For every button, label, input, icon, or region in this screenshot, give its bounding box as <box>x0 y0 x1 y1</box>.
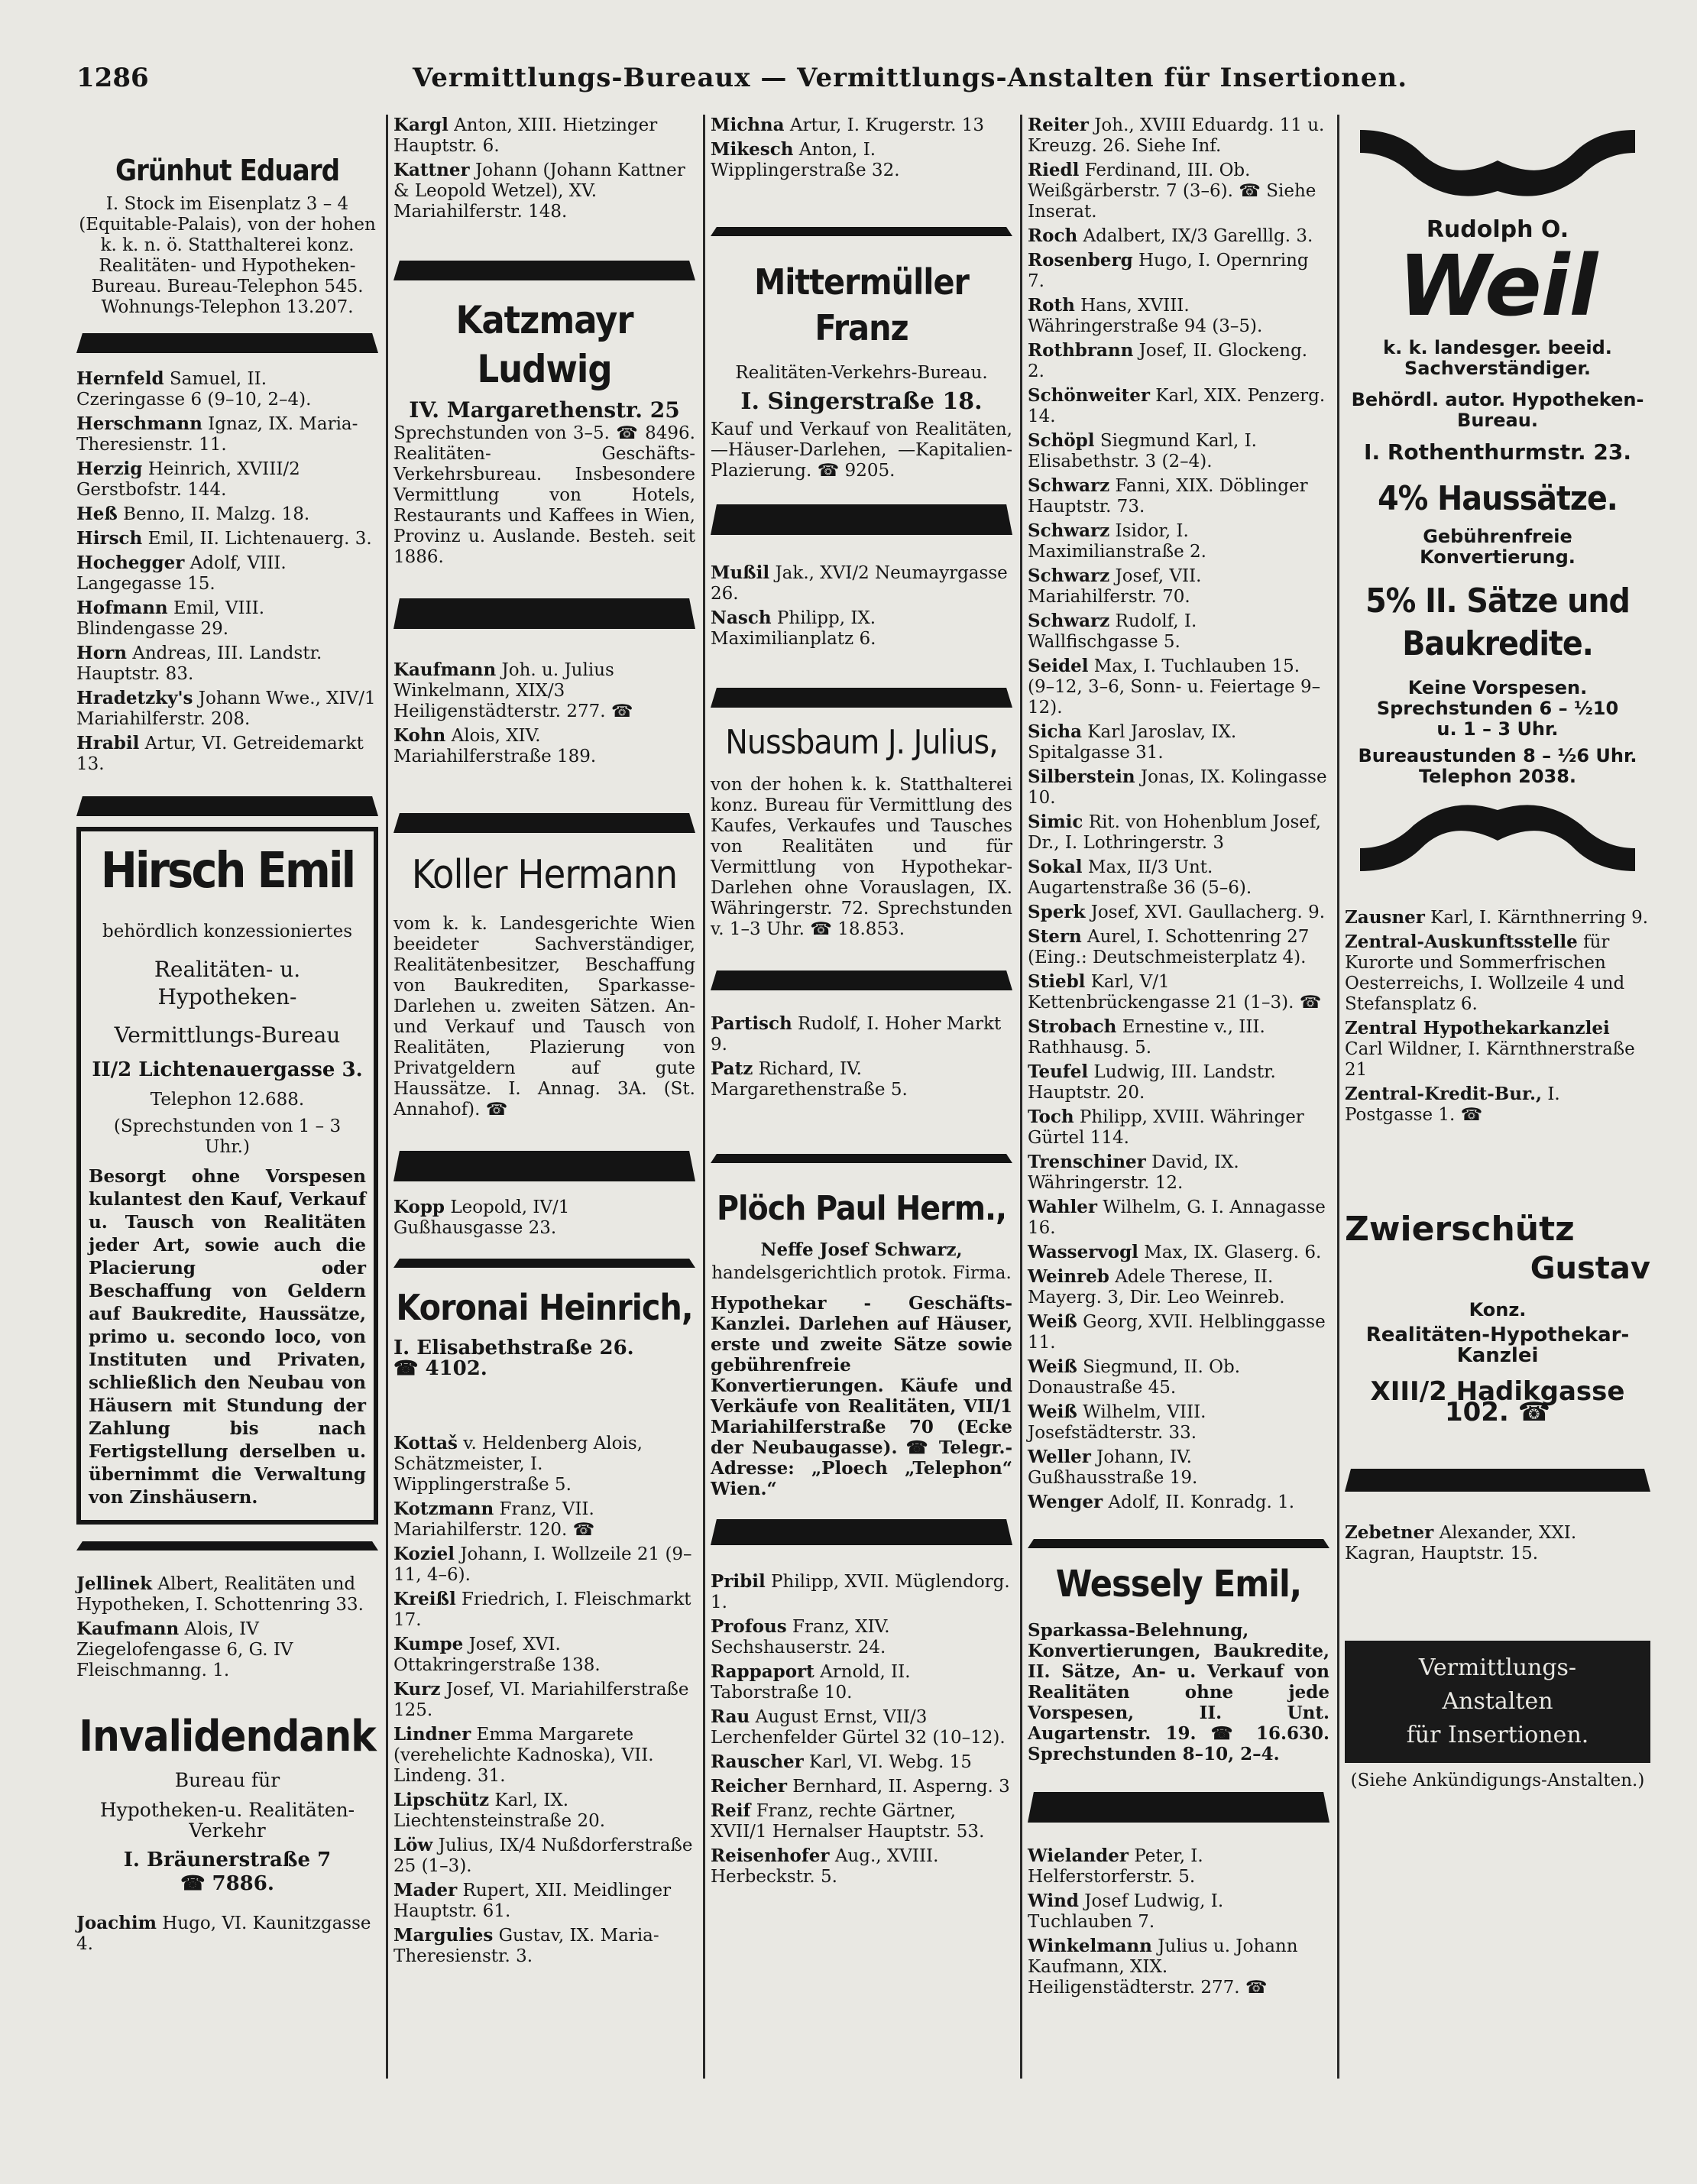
list-item: Horn Andreas, III. Landstr. Hauptstr. 83. <box>76 643 322 684</box>
ad-text: I. Stock im Eisenplatz 3 – 4 (Equitable-Palais), von der hohen k. k. n. ö. Statthalterei konz. Realitäten- und Hypotheken-Bureau. Bureau-Telephon 545. Wohnungs-Telephon 13.207. <box>79 194 376 317</box>
list-item: Rothbrann Josef, II. Glockeng. 2. <box>1028 340 1308 381</box>
ad-title: Weil <box>1397 237 1598 335</box>
list-item: Hernfeld Samuel, II. Czeringasse 6 (9–10, 2–4). <box>76 368 312 410</box>
list-item: Riedl Ferdinand, III. Ob. Weißgärberstr. 7 (3–6). ☎ Siehe Inserat. <box>1028 160 1316 222</box>
entry-list <box>393 659 695 767</box>
list-item: Trenschiner David, IX. Währingerstr. 12. <box>1028 1152 1239 1193</box>
list-item: Kottaš v. Heldenberg Alois, Schätzmeister, I. Wipplingerstraße 5. <box>393 1433 643 1495</box>
list-item: Schwarz Fanni, XIX. Döblinger Hauptstr. 73. <box>1028 475 1308 517</box>
list-item: Hofmann Emil, VIII. Blindengasse 29. <box>76 598 265 639</box>
list-item: Kumpe Josef, XVI. Ottakringerstraße 138. <box>393 1634 601 1675</box>
list-item: Wasservogl Max, IX. Glaserg. 6. <box>1028 1242 1322 1262</box>
divider-bar <box>76 333 378 353</box>
entry-list <box>1028 115 1329 1513</box>
divider-bar <box>711 1519 1012 1545</box>
column-2 <box>393 115 695 1970</box>
list-item: Reif Franz, rechte Gärtner, XVII/1 Hernalser Hauptstr. 53. <box>711 1800 985 1842</box>
divider-bar <box>393 261 695 280</box>
list-item: Pribil Philipp, XVII. Müglendorg. 1. <box>711 1571 1010 1612</box>
list-item: Kopp Leopold, IV/1 Gußhausgasse 23. <box>393 1197 570 1238</box>
list-item: Kohn Alois, XIV. Mariahilferstraße 189. <box>393 725 597 766</box>
list-item: Wahler Wilhelm, G. I. Annagasse 16. <box>1028 1197 1326 1238</box>
list-item: Rauscher Karl, VI. Webg. 15 <box>711 1751 972 1772</box>
entry-list <box>1028 1845 1329 1998</box>
list-item: Mader Rupert, XII. Meidlinger Hauptstr. 61. <box>393 1880 672 1921</box>
list-item: Löw Julius, IX/4 Nußdorferstraße 25 (1–3). <box>393 1835 693 1876</box>
column-rule <box>703 115 705 2079</box>
list-item: Kaufmann Joh. u. Julius Winkelmann, XIX/3 Heiligenstädterstr. 277. ☎ <box>393 659 633 721</box>
list-item: Kattner Johann (Johann Kattner & Leopold Wetzel), XV. Mariahilferstr. 148. <box>393 160 685 222</box>
divider-bar <box>711 688 1012 708</box>
ad-katzmayr: Katzmayr Ludwig IV. Margarethenstr. 25 Sprechstunden von 3–5. ☎ 8496. Realitäten- Geschäfts-Verkehrsbureau. Insbesondere Vermittlung von Hotels, Restaurants und Kaffees in Wien, Provinz u. Auslande. Besteh. seit 1886. <box>393 296 695 568</box>
entry-list <box>711 1571 1012 1888</box>
ad-title: Invalidendank <box>79 1712 376 1761</box>
list-item: Kreißl Friedrich, I. Fleischmarkt 17. <box>393 1589 691 1630</box>
list-item: Zentral Hypothekarkanzlei Carl Wildner, I. Kärnthnerstraße 21 <box>1345 1018 1635 1080</box>
list-item: Mußil Jak., XVI/2 Neumayrgasse 26. <box>711 562 1008 604</box>
running-title: Vermittlungs-Bureaux — Vermittlungs-Anstalten für Insertionen. <box>413 63 1408 93</box>
list-item: Weinreb Adele Therese, II. Mayerg. 3, Dir. Leo Weinreb. <box>1028 1266 1285 1307</box>
list-item: Herzig Heinrich, XVIII/2 Gerstbofstr. 144. <box>76 459 300 500</box>
list-item: Kurz Josef, VI. Mariahilferstraße 125. <box>393 1679 689 1720</box>
divider-bar <box>711 227 1012 236</box>
entry-list <box>76 1573 378 1681</box>
list-item: Sokal Max, II/3 Unt. Augartenstraße 36 (5–6). <box>1028 857 1252 898</box>
list-item: Zentral-Kredit-Bur., I. Postgasse 1. ☎ <box>1345 1084 1560 1125</box>
list-item: Joachim Hugo, VI. Kaunitzgasse 4. <box>76 1913 371 1954</box>
list-item: Simic Rit. von Hohenblum Josef, Dr., I. Lothringerstr. 3 <box>1028 812 1321 853</box>
column-rule <box>1020 115 1022 2079</box>
ornament-icon <box>1352 122 1643 206</box>
list-item: Weiß Wilhelm, VIII. Josefstädterstr. 33. <box>1028 1401 1206 1443</box>
ad-title: Hirsch Emil <box>100 843 355 899</box>
list-item: Schwarz Rudolf, I. Wallfischgasse 5. <box>1028 611 1197 652</box>
entry-list <box>393 115 695 222</box>
divider-bar <box>393 1151 695 1181</box>
ad-title: Katzmayr Ludwig <box>455 298 633 391</box>
divider-bar <box>393 1259 695 1268</box>
list-item: Sperk Josef, XVI. Gaullacherg. 9. <box>1028 902 1326 922</box>
list-item: Schwarz Isidor, I. Maximilianstraße 2. <box>1028 520 1206 562</box>
list-item: Teufel Ludwig, III. Landstr. Hauptstr. 20. <box>1028 1061 1276 1103</box>
divider-bar <box>1345 1469 1650 1492</box>
list-item: Zentral-Auskunftsstelle für Kurorte und Sommerfrischen Oesterreichs, I. Wollzeile 4 und Stefansplatz 6. <box>1345 932 1625 1014</box>
list-item: Winkelmann Julius u. Johann Kaufmann, XIX. Heiligenstädterstr. 277. ☎ <box>1028 1936 1298 1998</box>
list-item: Schöpl Siegmund Karl, I. Elisabethstr. 3 (2–4). <box>1028 430 1257 471</box>
list-item: Seidel Max, I. Tuchlauben 15. (9–12, 3–6, Sonn- u. Feiertage 9–12). <box>1028 656 1321 718</box>
list-item: Wind Josef Ludwig, I. Tuchlauben 7. <box>1028 1891 1224 1932</box>
ad-note: (Siehe Ankündigungs-Anstalten.) <box>1350 1771 1645 1790</box>
list-item: Stiebl Karl, V/1 Kettenbrückengasse 21 (1–3). ☎ <box>1028 971 1322 1013</box>
ad-invalidendank: Invalidendank Bureau für Hypotheken-u. Realitäten-Verkehr I. Bräunerstraße 7 ☎ 7886. <box>76 1712 378 1894</box>
list-item: Lipschütz Karl, IX. Liechtensteinstraße 20. <box>393 1790 606 1831</box>
column-3 <box>711 115 1012 1891</box>
list-item: Zausner Karl, I. Kärnthnerring 9. <box>1345 907 1649 928</box>
list-item: Zebetner Alexander, XXI. Kagran, Hauptstr. 15. <box>1345 1522 1577 1563</box>
list-item: Kotzmann Franz, VII. Mariahilferstr. 120. ☎ <box>393 1499 595 1540</box>
ad-title: Zwierschütz <box>1345 1210 1575 1249</box>
list-item: Michna Artur, I. Krugerstr. 13 <box>711 115 985 135</box>
entry-list <box>76 368 378 775</box>
list-item: Profous Franz, XIV. Sechshauserstr. 24. <box>711 1616 890 1657</box>
list-item: Jellinek Albert, Realitäten und Hypotheken, I. Schottenring 33. <box>76 1573 364 1615</box>
list-item: Koziel Johann, I. Wollzeile 21 (9–11, 4–6). <box>393 1544 692 1585</box>
list-item: Margulies Gustav, IX. Maria-Theresienstr. 3. <box>393 1925 659 1966</box>
list-item: Schönweiter Karl, XIX. Penzerg. 14. <box>1028 385 1326 426</box>
ad-title: Mittermüller Franz <box>754 261 969 348</box>
entry-list <box>1345 1522 1650 1564</box>
ornament-icon <box>1352 795 1643 879</box>
entry-list <box>1345 907 1650 1126</box>
list-item: Mikesch Anton, I. Wipplingerstraße 32. <box>711 139 900 180</box>
list-item: Weiß Georg, XVII. Helblinggasse 11. <box>1028 1311 1326 1353</box>
list-item: Rau August Ernst, VII/3 Lerchenfelder Gürtel 32 (10–12). <box>711 1706 1006 1748</box>
list-item: Schwarz Josef, VII. Mariahilferstr. 70. <box>1028 565 1202 607</box>
list-item: Weller Johann, IV. Gußhausstraße 19. <box>1028 1447 1198 1488</box>
column-4 <box>1028 115 1329 2001</box>
ad-vermittlungs-box: Vermittlungs- Anstalten für Insertionen. <box>1345 1641 1650 1763</box>
list-item: Hrabil Artur, VI. Getreidemarkt 13. <box>76 733 364 774</box>
column-rule <box>386 115 388 2079</box>
ad-wessely: Wessely Emil, Sparkassa-Belehnung, Konvertierungen, Baukredite, II. Sätze, An- u. Verkauf von Realitäten ohne jede Vorspesen, II. Unt. Augartenstr. 19. ☎ 16.630. Sprechstunden 8–10, 2–4. <box>1028 1560 1329 1764</box>
divider-bar <box>76 796 378 816</box>
list-item: Kaufmann Alois, IV Ziegelofengasse 6, G. IV Fleischmanng. 1. <box>76 1619 293 1680</box>
list-item: Weiß Siegmund, II. Ob. Donaustraße 45. <box>1028 1356 1241 1398</box>
list-item: Roth Hans, XVIII. Währingerstraße 94 (3–5). <box>1028 295 1263 336</box>
entry-list <box>393 1433 695 1967</box>
column-5 <box>1345 115 1650 1791</box>
divider-bar <box>711 1154 1012 1163</box>
column-rule <box>1337 115 1339 2079</box>
list-item: Nasch Philipp, IX. Maximilianplatz 6. <box>711 608 876 649</box>
list-item: Roch Adalbert, IX/3 Garelllg. 3. <box>1028 225 1313 246</box>
ad-hirsch: Hirsch Emil behördlich konzessioniertes Realitäten- u. Hypotheken- Vermittlungs-Bureau II/2 Lichtenauergasse 3. Telephon 12.688. (Sprechstunden von 1 – 3 Uhr.) Besorgt ohne Vorspesen kulantest den Kauf, Verkauf u. Tausch von Realitäten jeder Art, sowie auch die Placierung oder Beschaffung von Geldern auf Baukredite, Haussätze, primo u. secondo loco, von Instituten und Privaten, schließlich den Neubau von Häusern mit Stundung der Zahlung bis nach Fertigstellung derselben u. übernimmt die Verwaltung von Zinshäusern. <box>76 827 378 1525</box>
list-item: Patz Richard, IV. Margarethenstraße 5. <box>711 1058 908 1100</box>
list-item: Hradetzky's Johann Wwe., XIV/1 Mariahilferstr. 208. <box>76 688 376 729</box>
ad-gruenhut <box>76 153 378 318</box>
divider-bar <box>393 813 695 833</box>
list-item: Kargl Anton, XIII. Hietzinger Hauptstr. 6. <box>393 115 658 156</box>
ad-ploech: Plöch Paul Herm., Neffe Josef Schwarz, handelsgerichtlich protok. Firma. Hypothekar - Geschäfts-Kanzlei. Darlehen auf Häuser, erste und zweite Sätze sowie gebührenfreie Konvertierungen. Käufe und Verkäufe von Realitäten, VII/1 Mariahilferstraße 70 (Ecke der Neubaugasse). ☎ Telegr.-Adresse: „Ploech „Telephon“ Wien.“ <box>711 1186 1012 1499</box>
page-header <box>76 63 1643 101</box>
page-number: 1286 <box>76 63 149 93</box>
divider-bar <box>711 504 1012 535</box>
divider-bar <box>711 970 1012 990</box>
ad-mittermueller: Mittermüller Franz Realitäten-Verkehrs-Bureau. I. Singerstraße 18. Kauf und Verkauf von Realitäten, —Häuser-Darlehen, —Kapitalien-Plazierung. ☎ 9205. <box>711 259 1012 481</box>
ad-title: Plöch Paul Herm., <box>716 1189 1007 1228</box>
list-item: Rosenberg Hugo, I. Opernring 7. <box>1028 250 1309 291</box>
entry-list <box>711 115 1012 181</box>
ad-title: Grünhut Eduard <box>115 154 340 187</box>
list-item: Hochegger Adolf, VIII. Langegasse 15. <box>76 552 287 594</box>
list-item: Lindner Emma Margarete (verehelichte Kadnoska), VII. Lindeng. 31. <box>393 1724 654 1786</box>
column-1 <box>76 115 378 1958</box>
list-item: Stern Aurel, I. Schottenring 27 (Eing.: Deutschmeisterplatz 4). <box>1028 926 1310 967</box>
ad-title: Koller Hermann <box>411 852 678 898</box>
list-item: Hirsch Emil, II. Lichtenauerg. 3. <box>76 528 372 549</box>
divider-bar <box>76 1541 378 1551</box>
list-item: Silberstein Jonas, IX. Kolingasse 10. <box>1028 766 1327 808</box>
divider-bar <box>393 598 695 629</box>
ad-zwierschuetz: Zwierschütz Gustav Konz. Realitäten-Hypothekar- Kanzlei XIII/2 Hadikgasse 102. ☎ <box>1345 1210 1650 1427</box>
list-item: Wenger Adolf, II. Konradg. 1. <box>1028 1492 1295 1512</box>
ad-title: Nussbaum J. Julius, <box>725 723 998 762</box>
list-item: Wielander Peter, I. Helferstorferstr. 5. <box>1028 1845 1203 1887</box>
divider-bar <box>1028 1539 1329 1548</box>
ad-koronai: Koronai Heinrich, I. Elisabethstraße 26. ☎ 4102. <box>393 1283 695 1379</box>
list-item: Partisch Rudolf, I. Hoher Markt 9. <box>711 1013 1002 1055</box>
list-item: Rappaport Arnold, II. Taborstraße 10. <box>711 1661 911 1703</box>
entry-list <box>76 1913 378 1955</box>
list-item: Sicha Karl Jaroslav, IX. Spitalgasse 31. <box>1028 721 1237 763</box>
list-item: Reisenhofer Aug., XVIII. Herbeckstr. 5. <box>711 1845 939 1887</box>
list-item: Herschmann Ignaz, IX. Maria-Theresienstr. 11. <box>76 413 358 455</box>
list-item: Strobach Ernestine v., III. Rathhausg. 5. <box>1028 1016 1265 1058</box>
list-item: Heß Benno, II. Malzg. 18. <box>76 504 310 524</box>
list-item: Reicher Bernhard, II. Asperng. 3 <box>711 1776 1010 1797</box>
ad-title: Koronai Heinrich, <box>396 1287 693 1328</box>
divider-bar <box>1028 1792 1329 1823</box>
ad-weil: Rudolph O. Weil k. k. landesger. beeid. Sachverständiger. Behördl. autor. Hypotheken-Bureau. I. Rothenthurmstr. 23. 4% Haussätze. Gebührenfreie Konvertierung. 5% II. Sätze und Baukredite. Keine Vorspesen. Sprechstunden 6 – ½10 u. 1 – 3 Uhr. Bureaustunden 8 – ½6 Uhr. Telephon 2038. <box>1345 115 1650 892</box>
entry-list <box>711 1013 1012 1100</box>
entry-list <box>711 562 1012 650</box>
entry-list <box>393 1197 695 1239</box>
list-item: Toch Philipp, XVIII. Währinger Gürtel 114. <box>1028 1107 1304 1148</box>
ad-koller: Koller Hermann vom k. k. Landesgerichte Wien beeideter Sachverständiger, Realitätenbesitzer, Beschaffung von Baukrediten, Sparkasse-Darlehen u. zweiten Sätzen. An- und Verkauf und Tausch von Realitäten, Plazierung von Privatgeldern auf gute Haussätze. I. Annag. 3A. (St. Annahof). ☎ <box>393 848 695 1120</box>
ad-nussbaum: Nussbaum J. Julius, von der hohen k. k. Statthalterei konz. Bureau für Vermittlung des Kaufes, Verkaufes und Tausches von Realitäten und für Vermittlung von Hypothekar-Darlehen ohne Vorauslagen, IX. Währingerstr. 72. Sprechstunden v. 1–3 Uhr. ☎ 18.853. <box>711 720 1012 940</box>
ad-title: Wessely Emil, <box>1055 1563 1302 1606</box>
list-item: Reiter Joh., XVIII Eduardg. 11 u. Kreuzg. 26. Siehe Inf. <box>1028 115 1325 156</box>
